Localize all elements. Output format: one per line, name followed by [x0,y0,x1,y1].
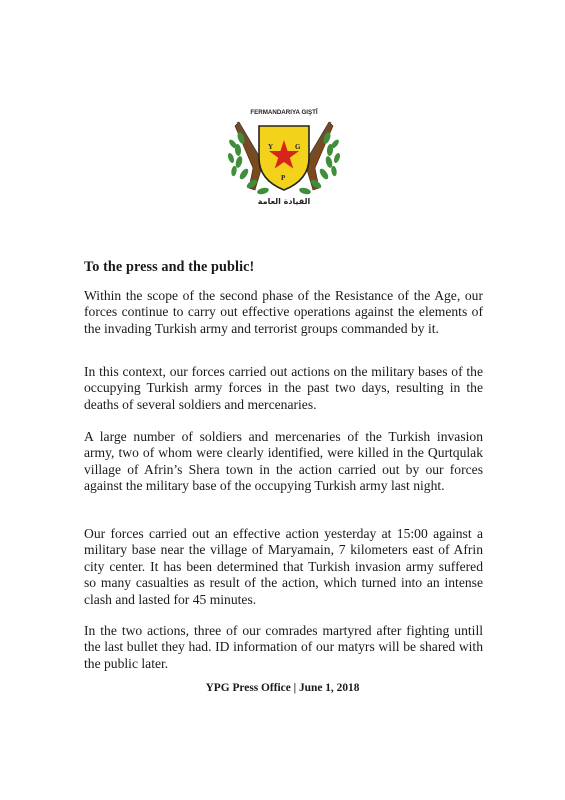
emblem-bottom-text: القيادة العامة [257,197,311,206]
ypg-emblem [225,104,343,210]
document-footer: YPG Press Office | June 1, 2018 [205,682,360,694]
ypg-emblem-image [225,104,343,210]
document-paragraph: Our forces carried out an effective action yesterday at 15:00 against a military base near the village of Maryamain, 7 kilometers east of Afrin city center. It has been determined that Turkish invasion army suffered so many casualties as result of the action, which turned into an intense clash and lasted for 45 minutes. [84,526,483,607]
emblem-letter: P [281,174,286,182]
emblem-letter: G [295,143,301,151]
document-paragraph: Within the scope of the second phase of the Resistance of the Age, our forces continue to carry out effective operations against the elements of the invading Turkish army and terrorist groups commanded by it. [84,288,483,336]
document-paragraph: In this context, our forces carried out actions on the military bases of the occupying Turkish army forces in the past two days, resulting in the deaths of several soldiers and mercenaries. [84,364,483,412]
document-heading: To the press and the public! [84,259,255,275]
document-paragraph: In the two actions, three of our comrades martyred after fighting untill the last bullet they had. ID information of our matyrs will be shared with the public later. [84,623,483,671]
document-paragraph: A large number of soldiers and mercenaries of the Turkish invasion army, two of whom were clearly identified, were killed in the Qurtqulak village of Afrin’s Shera town in the action carried out by our forces against the military base of the occupying Turkish army last night. [84,429,483,494]
emblem-letter: Y [268,143,274,151]
emblem-top-text: FERMANDARIYA GIŞTÎ [250,109,318,116]
